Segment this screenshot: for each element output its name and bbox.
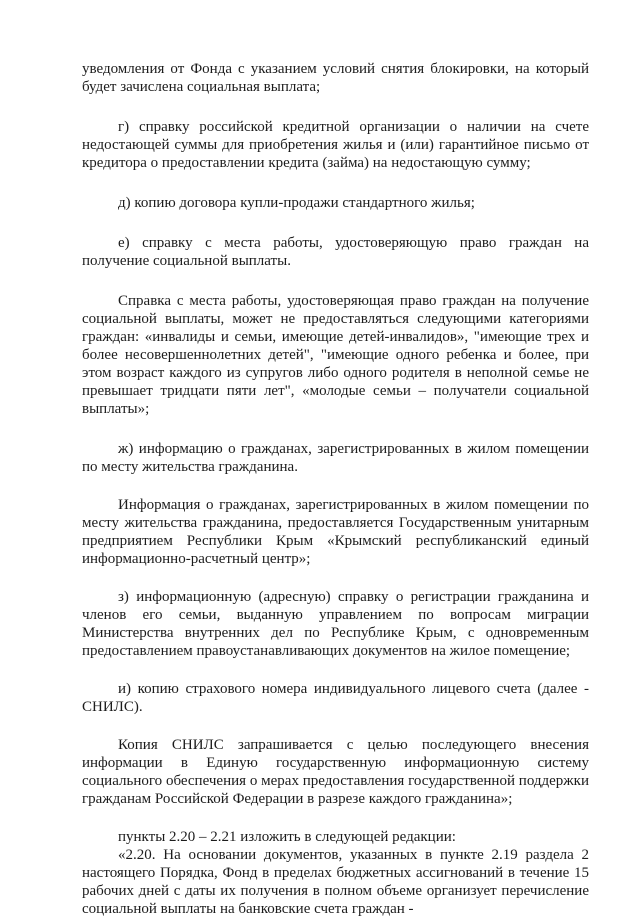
paragraph-clause-2-20: «2.20. На основании документов, указанных в пункте 2.19 раздела 2 настоящего Порядка, Фонд в пределах бюджетных ассигнований в течение 15 рабочих дней с даты их получения в полном объеме организует перечисление социальной выплаты на банковские счета граждан - [82, 847, 589, 917]
paragraph-item-d: д) копию договора купли-продажи стандартного жилья; [118, 195, 475, 211]
paragraph-item-z: з) информационную (адресную) справку о регистрации гражданина и членов его семьи, выданную управлением по вопросам миграции Министерства внутренних дел по Республике Крым, с одновременным предоставлением правоустанавливающих документов на жилое помещение; [82, 589, 589, 659]
paragraph-item-e: е) справку с места работы, удостоверяющую право граждан на получение социальной выплаты. [82, 235, 589, 269]
document-page [82, 60, 589, 918]
paragraph-item-i: и) копию страхового номера индивидуального лицевого счета (далее - СНИЛС). [82, 681, 589, 715]
paragraph-snils-request: Копия СНИЛС запрашивается с целью последующего внесения информации в Единую государственную информационную систему социального обеспечения о мерах предоставления государственной поддержки гражданам Российской Федерации в разрезе каждого гражданина»; [82, 737, 589, 807]
paragraph-amendment-intro: пункты 2.20 – 2.21 изложить в следующей редакции: [118, 829, 456, 845]
paragraph-item-g: г) справку российской кредитной организации о наличии на счете недостающей суммы для приобретения жилья и (или) гарантийное письмо от кредитора о предоставлении кредита (займа) на недостающую сумму; [82, 119, 589, 171]
paragraph-work-certificate: Справка с места работы, удостоверяющая право граждан на получение социальной выплаты, может не предоставляться следующими категориями граждан: «инвалиды и семьи, имеющие детей-инвалидов», "имеющие трех и более несовершеннолетних детей", "имеющие одного ребенка и более, при этом возраст каждого из супругов либо одного родителя в неполной семье не превышает тридцати пяти лет", «молодые семьи – получатели социальной выплаты»; [82, 293, 589, 417]
paragraph-item-zh: ж) информацию о гражданах, зарегистрированных в жилом помещении по месту жительства гражданина. [82, 441, 589, 475]
paragraph-notice-continuation: уведомления от Фонда с указанием условий снятия блокировки, на который будет зачислена социальная выплата; [82, 61, 589, 95]
paragraph-registration-info: Информация о гражданах, зарегистрированных в жилом помещении по месту жительства гражданина, предоставляется Государственным унитарным предприятием Республики Крым «Крымский республиканский единый информационно-расчетный центр»; [82, 497, 589, 567]
